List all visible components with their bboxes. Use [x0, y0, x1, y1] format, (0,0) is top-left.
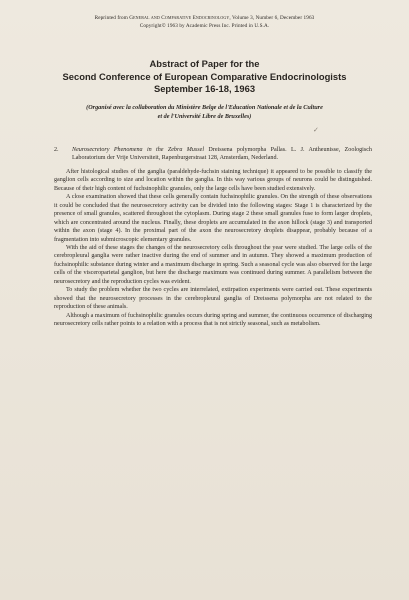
- pencil-check-mark: ✓: [313, 126, 319, 134]
- copyright-line: Copyright© 1963 by Academic Press Inc. Printed in U.S.A.: [139, 23, 270, 29]
- journal-name: General and Comparative Endocrinology: [129, 15, 230, 21]
- abstract-paragraph: Although a maximum of fuchsinophilic granules occurs during spring and summer, the continuous occurrence of discharging neurosecretory cells rather points to a relation with a process that is not strictly seasonal, such as metabolism.: [54, 312, 372, 328]
- abstract-paragraph: With the aid of these stages the changes of the neurosecretory cells throughout the year were studied. The large cells of the cerebropleural ganglia were rather inactive during the end of summer and in autumn. They showed a maximum production of fuchsinophilic substance during winter and a maximum discharge in spring. Such a seasonal cycle was also observed for the large cells of the visceroparietal ganglion, but here the discharge maximum was continued during summer. A parallelism between the neurosecretory and the reproduction cycles was evident.: [54, 244, 372, 285]
- abstract-entry: [54, 146, 372, 329]
- abstract-paragraph: A close examination showed that these cells generally contain fuchsinophilic granules. On the strength of these observations it could be concluded that the neurosecretory activity can be divided into the following stages: Stage 1 is characterized by the presence of small granules, scattered throughout the cytoplasm. During stage 2 these small granules fuse to form larger droplets, which are concentrated around the nucleus. Finally, these droplets are accumulated in the axon hillock (stage 3) and transported within the axon (stage 4). In the proximal part of the axon the neurosecretory droplets disappear, probably because of a fragmentation into submicroscopic elementary granules.: [54, 194, 372, 243]
- abstract-paragraph: After histological studies of the ganglia (paraldehyde-fuchsin staining technique) it appeared to be possible to classify the ganglion cells according to size and location within the ganglia. In this way various groups of neurons could be distinguished. Because of their high content of fuchsinophilic granules, only the large cells have been studied extensively.: [54, 168, 372, 192]
- abstract-body: [54, 168, 372, 329]
- page-title: [0, 58, 409, 96]
- entry-number: 2.: [54, 147, 59, 153]
- reprint-line: [0, 14, 409, 22]
- abstract-paragraph: To study the problem whether the two cycles are interrelated, extirpation experiments were carried out. These experiments showed that the neurosecretory processes in the cerebropleural ganglia of Dreissena polymorpha are not related to the reproduction of these animals.: [54, 287, 372, 311]
- title-line-2: Second Conference of European Comparative Endocrinologists: [62, 70, 347, 82]
- entry-heading: [54, 146, 372, 163]
- reprint-header: [0, 14, 409, 30]
- reprint-suffix: , Volume 3, Number 6, December 1963: [229, 15, 315, 21]
- author-affiliation: L. J. Antheunisse, Zoologisch Laboratorium der Vrije Universiteit, Rapenburgerstraat 128, Amsterdam, Nederland.: [72, 147, 372, 162]
- paper-title: Neurosecretory Phenomena in the Zebra Mussel: [72, 147, 205, 153]
- reprint-prefix: Reprinted from: [94, 15, 128, 21]
- organisation-line-1: (Organisé avec la collaboration du Ministère Belge de l'Education Nationale et de la Culture: [86, 104, 323, 111]
- title-line-3: September 16-18, 1963: [153, 83, 256, 94]
- title-line-1: Abstract of Paper for the: [149, 58, 260, 69]
- organisation-note: [20, 104, 389, 121]
- species-name: Dreissena polymorpha Pallas.: [208, 147, 287, 153]
- organisation-line-2: et de l'Université Libre de Bruxelles): [157, 112, 252, 120]
